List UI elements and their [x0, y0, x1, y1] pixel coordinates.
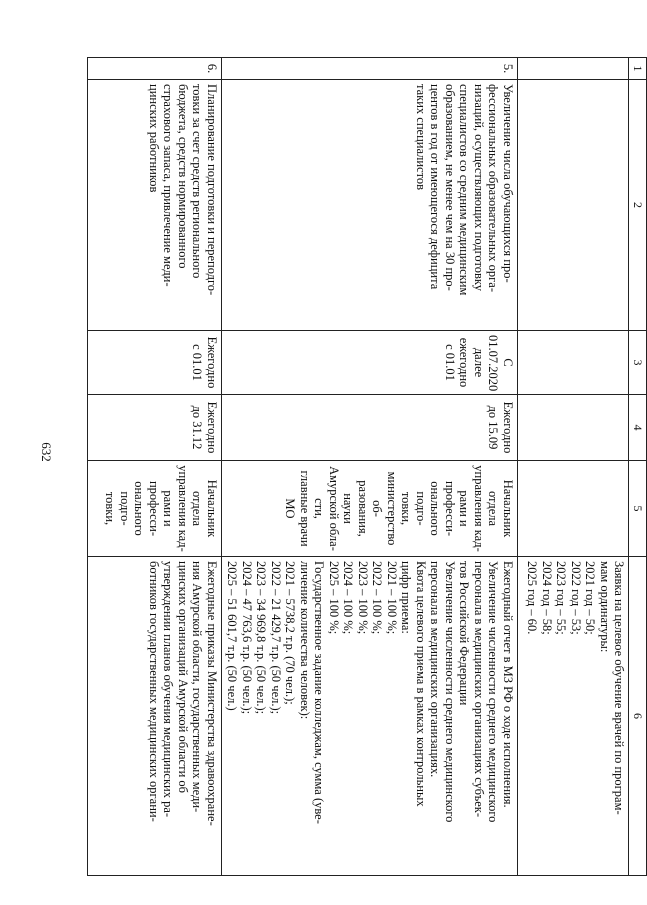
cell-start-date	[88, 331, 222, 395]
page-number: 632	[39, 442, 54, 462]
cell-empty	[518, 80, 630, 331]
text-line: разования, науки	[341, 480, 370, 537]
text-line: 2022 – 21 429,7 т.р. (50 чел.);	[269, 561, 283, 715]
header-row	[629, 58, 647, 876]
text-line: 01.07.2020	[486, 335, 501, 392]
text-line: 2024 – 100 %;	[341, 561, 356, 635]
text-line: товки,	[399, 491, 414, 526]
text-line: таких специалистов	[414, 84, 428, 191]
cell-result	[221, 557, 517, 876]
text-line: рами и професси-	[443, 480, 472, 537]
cell-number: 5.	[221, 58, 517, 80]
text-line: онального подго-	[117, 481, 147, 536]
text-line: 2021 – 100 %;	[385, 561, 399, 635]
text-line: цинских организаций Амурской области об	[175, 561, 190, 793]
text-line: 2023 – 100 %;	[356, 561, 370, 635]
text-line: Амурской обла-	[327, 466, 341, 551]
cell-responsible	[88, 461, 222, 557]
text-line: рами и професси-	[146, 480, 176, 537]
text-line: Начальник отдела	[190, 479, 219, 538]
text-line: Ежегодно	[204, 401, 219, 454]
cell-activity	[221, 80, 517, 331]
table-row-6	[88, 58, 222, 876]
text-line: 2021 год – 50;	[583, 561, 598, 635]
cell-activity	[88, 80, 222, 331]
header-col-2: 2	[629, 80, 647, 331]
text-line: личение количества человек):	[298, 561, 312, 720]
plan-table	[87, 57, 647, 876]
text-line: утверждении планов обучения медицинских ра-	[161, 561, 176, 818]
text-line: 2024 – 47 763,6 т.р. (50 чел.);	[240, 561, 254, 715]
cell-number: 6.	[88, 58, 222, 80]
text-line: низаций, осуществляющих подготовку	[472, 84, 486, 292]
text-line: С	[501, 358, 515, 367]
cell-end-date	[221, 395, 517, 461]
cell-result	[518, 557, 630, 876]
table-row-continued	[518, 58, 630, 876]
text-line: Квота целевого приема в рамках контрольных	[414, 561, 428, 807]
text-line: Увеличение численности среднего медицинского	[486, 561, 501, 823]
text-line: персонала в медицинских организациях.	[428, 561, 443, 778]
text-line: персонала в медицинских организациях субъек-	[472, 561, 486, 817]
rotated-table-container	[87, 57, 647, 875]
text-line: Планирование подготовки и переподго-	[204, 84, 219, 296]
header-col-5: 5	[629, 461, 647, 557]
text-line: главные врачи МО	[283, 470, 312, 547]
header-col-3: 3	[629, 331, 647, 395]
text-line: ежегодно	[457, 337, 472, 388]
text-line: ния Амурской области, государственных меди-	[190, 561, 205, 813]
text-line: онального подго-	[414, 481, 443, 536]
text-line: Заявка на целевое обучение врачей по програм-	[612, 561, 627, 815]
text-line: до 15.09	[486, 405, 501, 450]
rotated-table-frame	[87, 57, 647, 875]
text-line: 2022 – 100 %;	[370, 561, 385, 635]
cell-result	[88, 557, 222, 876]
text-line: ботников государственных медицинских органи-	[146, 561, 161, 822]
cell-start-date	[221, 331, 517, 395]
text-line: Ежегодный отчет в МЗ РФ о ходе исполнения.	[501, 561, 515, 808]
text-line: до 31.12	[190, 405, 205, 450]
text-line: далее	[472, 347, 486, 378]
text-line: Ежегодно	[501, 401, 515, 454]
text-line: управления кад-	[472, 465, 486, 552]
text-line: товки,	[103, 491, 118, 526]
text-line: 2022 год – 53;	[569, 561, 583, 635]
text-line: управления кад-	[175, 465, 190, 552]
cell-empty	[518, 331, 630, 395]
text-line: 2024 год – 58;	[540, 561, 554, 635]
text-line: Ежегодные приказы Министерства здравоохране-	[204, 561, 219, 826]
text-line: мам ординатуры:	[598, 561, 612, 653]
text-line: 2021 – 5738,2 т.р. (70 чел.);	[283, 561, 298, 705]
text-line: товки за счет средств регионального	[190, 84, 205, 279]
text-line: бюджета, средств нормированного	[175, 84, 190, 269]
text-line: специалистов со средним медицинским	[457, 84, 472, 296]
text-line: 2025 год – 60.	[525, 561, 540, 635]
table-row-5	[221, 58, 517, 876]
text-line: сти,	[312, 498, 327, 519]
text-line: Увеличение числа обучающихся про-	[501, 84, 515, 283]
text-line: 2025 – 100 %;	[327, 561, 341, 635]
text-line: страхового запаса, привлечение меди-	[161, 84, 176, 287]
cell-empty	[518, 461, 630, 557]
header-col-1: 1	[629, 58, 647, 80]
text-line: фессиональных образовательных орга-	[486, 84, 501, 292]
text-line: Ежегодно	[204, 336, 219, 389]
text-line: 2023 год – 55;	[554, 561, 569, 635]
text-line: Государственное задание колледжам, сумма (уве-	[312, 561, 327, 824]
text-line: Начальник отдела	[486, 479, 515, 538]
cell-empty	[518, 58, 630, 80]
text-line: тов Российской Федерации	[457, 561, 472, 706]
text-line: цифр приема:	[399, 561, 414, 634]
text-line: с 01.01	[190, 344, 205, 381]
cell-responsible	[221, 461, 517, 557]
cell-empty	[518, 395, 630, 461]
text-line: министерство об-	[370, 471, 399, 546]
text-line: цинских работников	[146, 84, 161, 193]
text-line: 2023 – 34 969,8 т.р. (50 чел.);	[254, 561, 269, 715]
header-col-6: 6	[629, 557, 647, 876]
text-line: образованием, не менее чем на 30 про-	[443, 84, 457, 291]
text-line: 2025 – 51 601,7 т.р. (50 чел.)	[225, 561, 240, 711]
cell-end-date	[88, 395, 222, 461]
text-line: Увеличение численности среднего медицинского	[443, 561, 457, 823]
text-line: центов в год от имеющегося дефицита	[428, 84, 443, 290]
text-line: с 01.01	[443, 344, 457, 381]
header-col-4: 4	[629, 395, 647, 461]
